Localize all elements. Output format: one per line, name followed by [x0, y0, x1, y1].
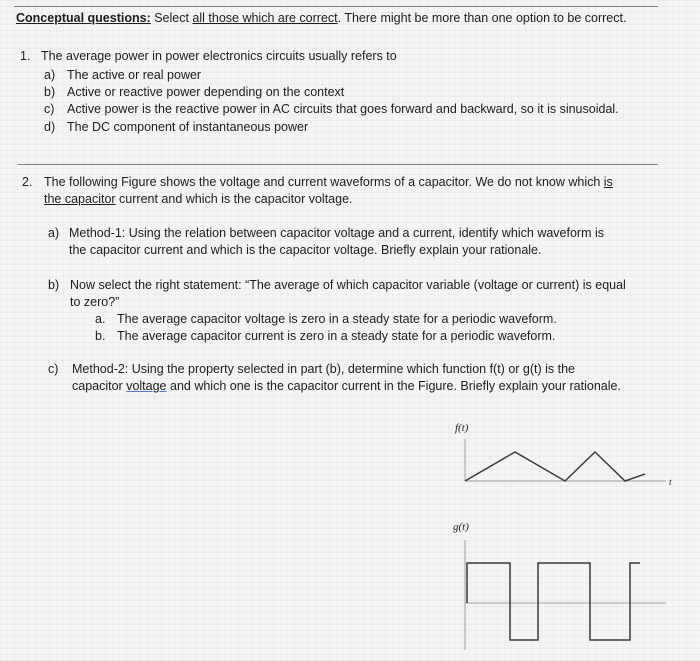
- q2-line2: [44, 192, 353, 206]
- q1-option-c-label: c): [44, 102, 55, 116]
- header-title: Conceptual questions:: [16, 11, 151, 25]
- q2-number: 2.: [22, 175, 33, 189]
- header-pre: Select: [150, 11, 193, 25]
- t-label: t: [669, 477, 672, 487]
- q2c-line2-underlined: voltage: [126, 379, 167, 393]
- q2a-label: a): [48, 226, 60, 240]
- q2-line2-underlined: the capacitor: [44, 192, 116, 206]
- header-post: . There might be more than one option to be correct.: [337, 11, 627, 25]
- q1-number: 1.: [20, 49, 31, 63]
- g-label: g(t): [453, 521, 469, 533]
- q2-line2-text: current and which is the capacitor voltage.: [115, 192, 353, 206]
- q1-option-d-text: The DC component of instantaneous power: [67, 120, 309, 134]
- q2b-option-b-text: The average capacitor current is zero in a steady state for a periodic waveform.: [117, 329, 556, 343]
- q2c-label: c): [48, 362, 59, 376]
- header-underlined: all those which are correct: [192, 11, 338, 25]
- f-waveform: [465, 452, 645, 481]
- q2c-line2-post: and which one is the capacitor current in the Figure. Briefly explain your rationale.: [166, 379, 621, 393]
- q2b-option-b-label: b.: [95, 329, 106, 343]
- q2a-line1: Method-1: Using the relation between capacitor voltage and a current, identify which waveform is: [69, 226, 605, 240]
- q1-option-b-text: Active or reactive power depending on the context: [67, 85, 345, 99]
- q1-text: The average power in power electronics circuits usually refers to: [41, 49, 397, 63]
- f-label: f(t): [455, 422, 469, 434]
- q2b-line2: to zero?”: [70, 295, 120, 309]
- top-rule: [14, 6, 658, 7]
- q1-option-d-label: d): [44, 120, 56, 134]
- q2c-line2-pre: capacitor: [72, 379, 127, 393]
- q2-line1-underlined: is: [603, 175, 613, 189]
- q2b-option-a-text: The average capacitor voltage is zero in a steady state for a periodic waveform.: [117, 312, 557, 326]
- q2b-option-a-label: a.: [95, 312, 106, 326]
- q2c-line1: Method-2: Using the property selected in part (b), determine which function f(t) or g(t) is the: [72, 362, 576, 376]
- q1-option-a-text: The active or real power: [67, 68, 202, 82]
- g-waveform: [467, 563, 640, 640]
- q2c-line2: [72, 379, 621, 393]
- q2a-line2: the capacitor current and which is the capacitor voltage. Briefly explain your rationale.: [69, 243, 542, 257]
- q1-option-b-label: b): [44, 85, 56, 99]
- q2b-label: b): [48, 278, 60, 292]
- q1-option-a-label: a): [44, 68, 56, 82]
- q2-line1: [44, 175, 613, 189]
- q1-option-c-text: Active power is the reactive power in AC circuits that goes forward and backward, so it is sinusoidal.: [67, 102, 619, 116]
- header-line: [16, 11, 626, 25]
- section-divider: [18, 164, 658, 165]
- q2b-line1: Now select the right statement: “The average of which capacitor variable (voltage or current) is equal: [70, 278, 626, 292]
- q2-line1-text: The following Figure shows the voltage and current waveforms of a capacitor. We do not know which: [44, 175, 604, 189]
